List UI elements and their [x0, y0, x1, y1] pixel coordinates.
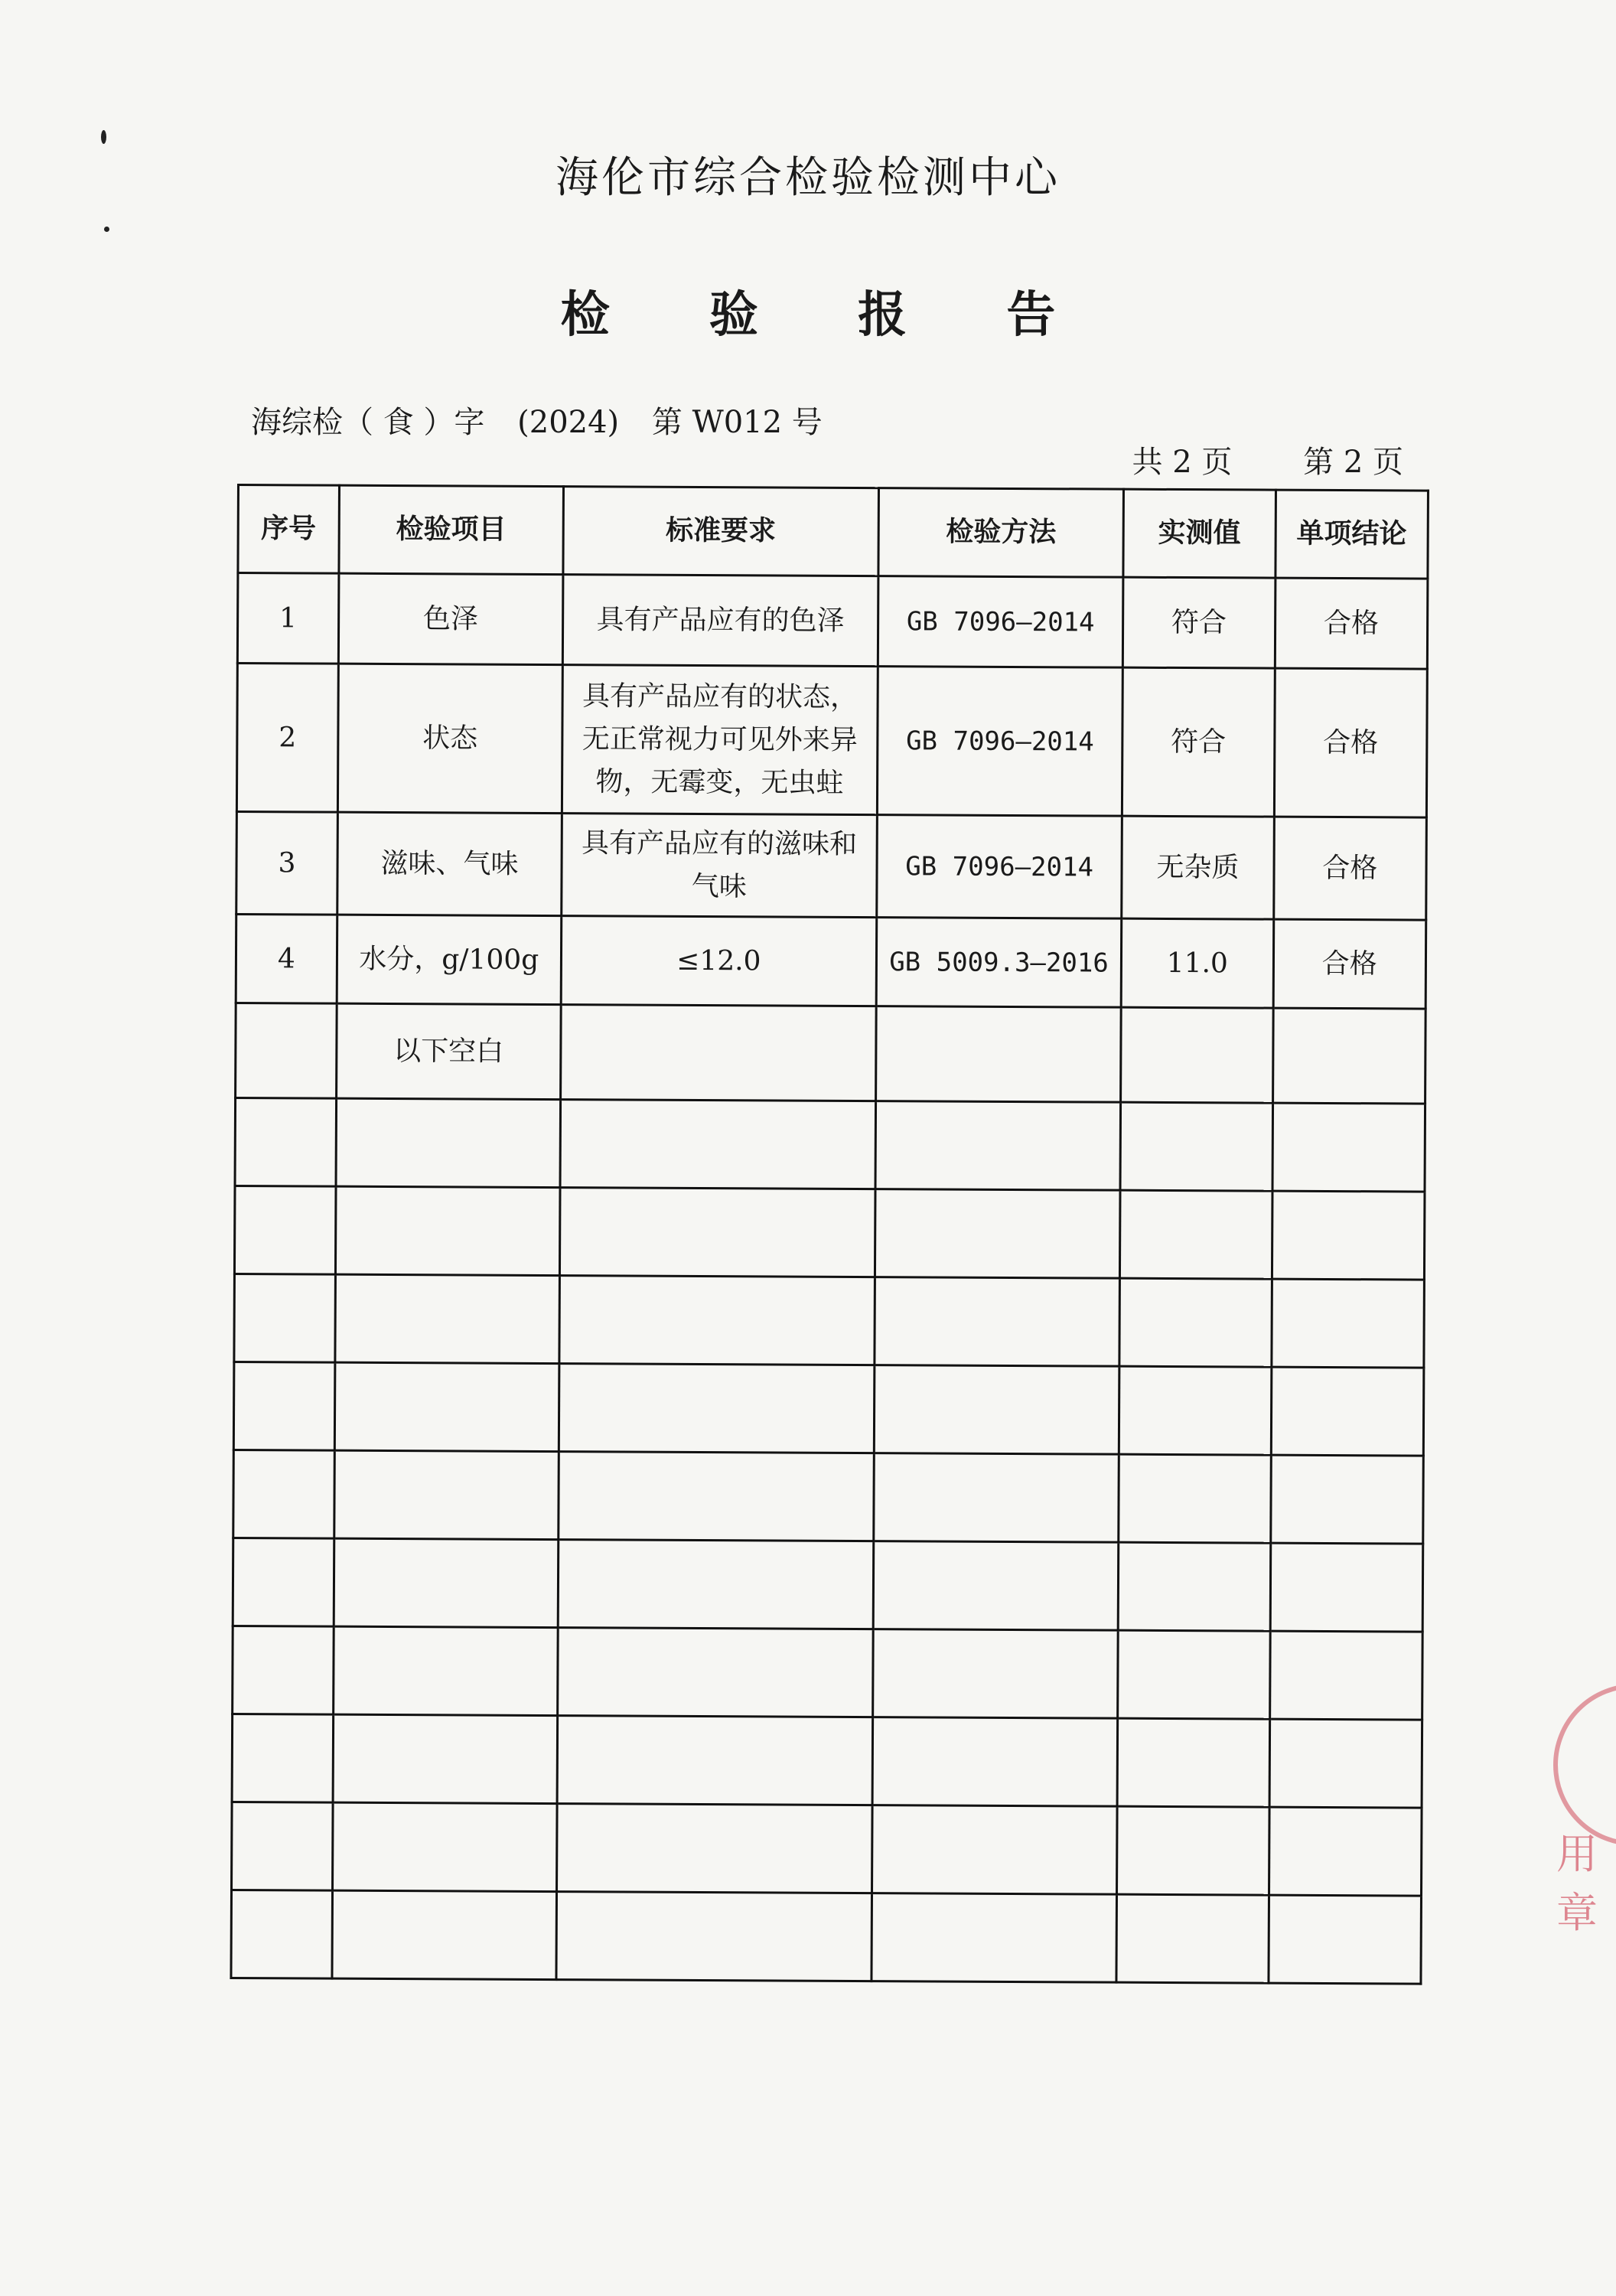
empty-table-row	[232, 1802, 1422, 1896]
report-number-prefix: 海综检（ 食 ）字	[251, 405, 485, 440]
cell-empty	[1271, 1367, 1424, 1456]
cell-empty	[1271, 1279, 1424, 1368]
cell-requirement: 具有产品应有的状态，无正常视力可见外来异物，无霉变，无虫蛀	[562, 665, 878, 815]
cell-empty	[1269, 1631, 1422, 1720]
cell-empty	[336, 1098, 561, 1187]
scan-speck	[101, 130, 106, 144]
table-row	[237, 573, 1428, 670]
cell-empty	[232, 1802, 333, 1890]
cell-measured: 符合	[1123, 577, 1276, 668]
header-cell-item: 检验项目	[339, 485, 564, 574]
cell-empty	[334, 1538, 559, 1627]
cell-empty	[1118, 1630, 1270, 1719]
cell-empty	[1272, 1103, 1425, 1192]
cell-conclusion: 合格	[1273, 919, 1426, 1009]
cell-empty	[332, 1890, 557, 1979]
cell-empty	[233, 1362, 334, 1450]
cell-empty	[333, 1714, 558, 1803]
cell-empty	[560, 1100, 876, 1189]
cell-conclusion: 合格	[1273, 817, 1426, 920]
table-row	[236, 664, 1427, 818]
header-cell-method: 检验方法	[878, 488, 1124, 578]
table-header-row	[238, 485, 1429, 579]
cell-empty	[1117, 1806, 1269, 1895]
cell-empty	[335, 1274, 560, 1363]
report-number-year: (2024)	[517, 405, 620, 440]
cell-empty	[334, 1362, 559, 1451]
report-title	[0, 276, 1616, 346]
cell-empty	[873, 1629, 1119, 1719]
report-number-value: 第 W012 号	[651, 405, 823, 440]
cell-empty	[232, 1714, 333, 1802]
cell-item: 状态	[337, 664, 562, 813]
cell-empty	[335, 1186, 560, 1275]
empty-table-row	[233, 1450, 1424, 1544]
header-cell-measured: 实测值	[1123, 489, 1276, 578]
cell-empty	[559, 1188, 875, 1277]
scan-speck	[104, 227, 109, 232]
cell-empty	[234, 1274, 335, 1362]
cell-no: 4	[236, 915, 337, 1004]
cell-empty	[233, 1450, 334, 1538]
cell-empty	[556, 1892, 872, 1981]
cell-conclusion: 合格	[1275, 578, 1428, 669]
page-total: 共 2 页	[1132, 445, 1233, 480]
cell-method: GB 7096—2014	[877, 815, 1122, 919]
cell-empty	[872, 1893, 1117, 1983]
cell-empty	[334, 1450, 559, 1539]
report-title-char: 验	[709, 287, 758, 344]
cell-empty	[1272, 1008, 1425, 1104]
cell-empty	[333, 1626, 558, 1715]
cell-empty	[236, 1003, 337, 1098]
report-number	[251, 398, 845, 442]
cell-empty	[556, 1804, 872, 1893]
header-cell-conclusion: 单项结论	[1275, 490, 1428, 579]
cell-empty	[558, 1540, 874, 1629]
cell-requirement: 具有产品应有的滋味和气味	[562, 814, 878, 918]
results-table	[230, 484, 1429, 1985]
cell-method: GB 5009.3—2016	[876, 918, 1122, 1008]
cell-no: 2	[236, 664, 338, 813]
cell-measured: 11.0	[1121, 918, 1273, 1008]
report-title-char: 告	[1006, 287, 1056, 344]
cell-empty	[233, 1626, 334, 1714]
cell-method: GB 7096—2014	[878, 576, 1123, 668]
cell-empty	[1121, 1007, 1273, 1103]
cell-empty	[1270, 1543, 1423, 1632]
cell-method: GB 7096—2014	[877, 667, 1122, 817]
cell-empty	[557, 1716, 873, 1805]
cell-empty	[1120, 1190, 1272, 1279]
cell-measured: 符合	[1122, 667, 1275, 817]
cell-empty	[874, 1453, 1119, 1543]
seal-fragment-text: 用章	[1556, 1830, 1598, 1937]
cell-conclusion: 合格	[1274, 668, 1427, 817]
empty-table-row	[231, 1890, 1422, 1984]
cell-empty	[1268, 1895, 1421, 1984]
cell-empty	[235, 1097, 336, 1186]
cell-empty	[875, 1277, 1120, 1367]
cell-empty	[1269, 1719, 1422, 1808]
report-title-char: 报	[858, 287, 907, 344]
cell-empty	[1119, 1454, 1271, 1543]
empty-table-row	[234, 1274, 1425, 1368]
cell-empty	[557, 1628, 873, 1717]
cell-no: 3	[236, 812, 337, 915]
cell-empty	[874, 1365, 1119, 1455]
cell-empty	[1269, 1807, 1422, 1896]
empty-table-row	[233, 1362, 1424, 1456]
cell-item: 滋味、气味	[337, 812, 562, 915]
cell-empty	[876, 1006, 1122, 1103]
empty-table-row	[232, 1714, 1422, 1808]
cell-empty	[1272, 1191, 1425, 1280]
cell-requirement: 具有产品应有的色泽	[562, 575, 878, 667]
cell-empty	[875, 1101, 1121, 1191]
cell-empty	[234, 1186, 335, 1274]
cell-empty	[1119, 1366, 1272, 1455]
empty-table-row	[234, 1186, 1425, 1280]
cell-empty	[875, 1189, 1120, 1279]
blank-note: 以下空白	[336, 1003, 561, 1099]
cell-empty	[1116, 1894, 1269, 1983]
cell-empty	[233, 1538, 334, 1626]
cell-empty	[1270, 1455, 1423, 1544]
cell-empty	[559, 1452, 875, 1541]
cell-item: 水分，g/100g	[337, 915, 562, 1004]
cell-empty	[1118, 1542, 1270, 1631]
header-cell-requirement: 标准要求	[563, 487, 879, 576]
cell-empty	[872, 1805, 1117, 1895]
report-title-char: 检	[560, 287, 610, 344]
cell-empty	[332, 1802, 557, 1891]
cell-empty	[560, 1005, 876, 1101]
cell-empty	[559, 1276, 875, 1365]
page-info	[1071, 438, 1404, 481]
header-cell-no: 序号	[238, 485, 339, 574]
cell-empty	[872, 1717, 1118, 1807]
cell-item: 色泽	[338, 573, 563, 664]
page-current: 第 2 页	[1303, 445, 1403, 480]
organization-title: 海伦市综合检验检测中心	[556, 153, 1060, 203]
cell-requirement: ≤12.0	[561, 916, 877, 1006]
cell-no: 1	[237, 573, 338, 664]
cell-empty	[1119, 1278, 1272, 1367]
empty-table-row	[233, 1626, 1423, 1720]
table-row	[236, 915, 1426, 1009]
cell-empty	[231, 1890, 332, 1978]
cell-measured: 无杂质	[1122, 816, 1274, 919]
empty-table-row	[233, 1538, 1423, 1632]
blank-rows	[231, 1097, 1425, 1984]
cell-empty	[559, 1364, 875, 1453]
cell-empty	[1117, 1718, 1269, 1807]
table-row	[236, 1003, 1426, 1104]
table-row	[236, 812, 1427, 921]
cell-empty	[1120, 1102, 1272, 1191]
empty-table-row	[235, 1097, 1425, 1192]
cell-empty	[873, 1541, 1119, 1631]
